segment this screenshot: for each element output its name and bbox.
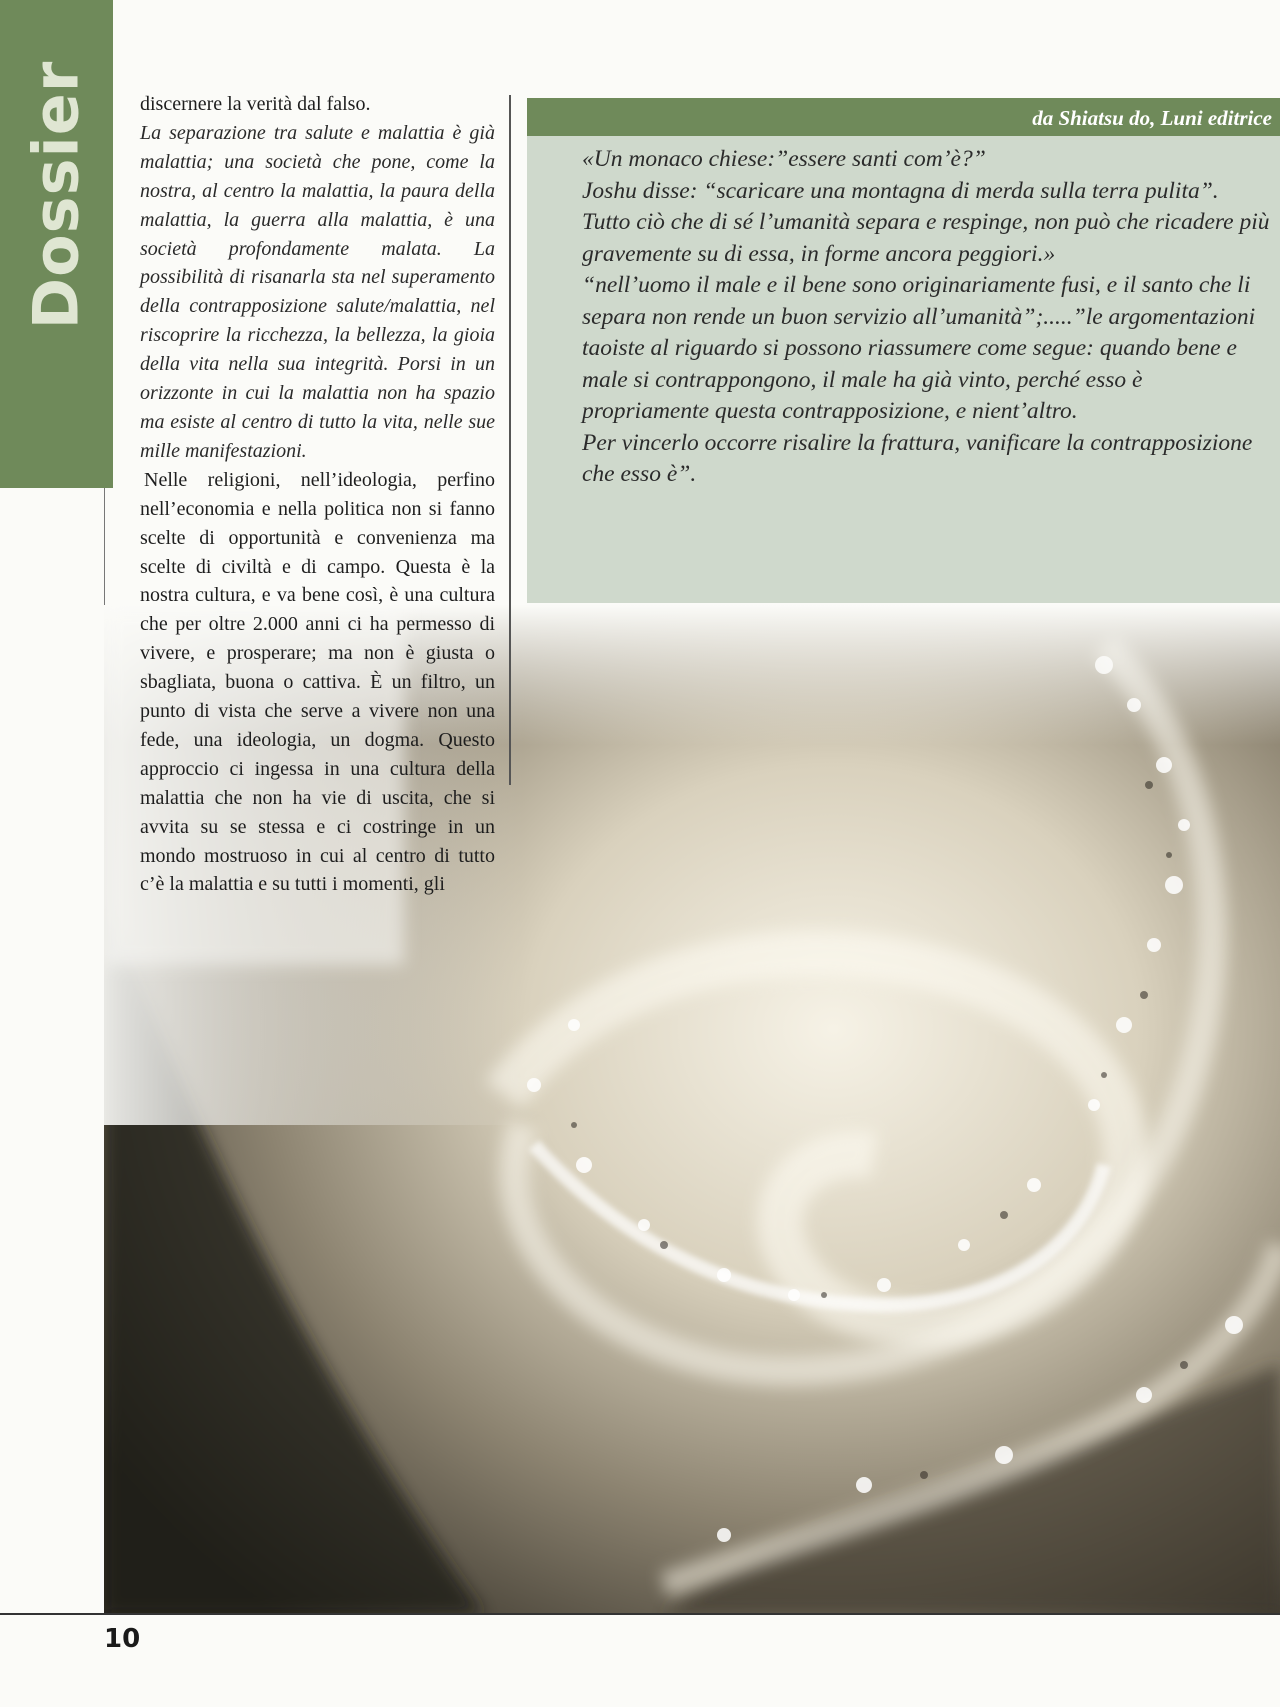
quote-line: «Un monaco chiese:”essere santi com’è?” [582,146,986,172]
quote-header [527,98,1280,136]
footer-rule [0,1613,1280,1615]
quote-text [582,144,1272,491]
section-title: Dossier [19,60,93,330]
quote-line: “nell’uomo il male e il bene sono originariamente fusi, e il santo che li separa non rende un buon servizio all’umanità”;.....”le argomentazioni taoiste al riguardo si possono riassumere come segue: quando bene e male si contrappongono, il male ha già vinto, perché esso è propriamente questa contrapposizione, e nient’altro. [582,272,1256,424]
quote-line: Per vincerlo occorre risalire la frattura, vanificare la contrapposizione che esso è”. [582,429,1253,487]
quote-box [527,98,1280,603]
page-number: 10 [104,1624,141,1654]
quote-line: Joshu disse: “scaricare una montagna di merda sulla terra pulita”. [582,177,1219,204]
article-italic-paragraph: La separazione tra salute e malattia è già malattia; una società che pone, come la nostra, al centro la malattia, la paura della malattia, la guerra alla malattia, è una società profondamente malata. La possibilità di risanarla sta nel superamento della contrapposizione salute/malattia, nel riscoprire la ricchezza, la bellezza, la gioia della vita nella sua integrità. Porsi in un orizzonte in cui la malattia non ha spazio ma esiste al centro di tutto la vita, nelle sue mille manifestazioni. [140,121,495,462]
section-label [0,0,113,488]
quote-source: da Shiatsu do, Luni editrice [1032,106,1272,130]
article-column [140,90,495,899]
article-paragraph: Nelle religioni, nell’ideologia, perfino nell’economia e nella politica non si fanno scelte di opportunità e convenienza ma scelte di civiltà e di campo. Questa è la nostra cultura, e va bene così, è una cultura che per oltre 2.000 anni ci ha permesso di vivere, e prosperare; ma non è giusta o sbagliata, buona o cattiva. È un filtro, un punto di vista che serve a vivere non una fede, una ideologia, un dogma. Questo approccio ci ingessa in una cultura della malattia che non ha vie di uscita, che si avvita su se stessa e ci costringe in un mondo mostruoso in cui al centro di tutto c’è la malattia e su tutti i momenti, gli [140,468,495,896]
quote-line: Tutto ciò che di sé l’umanità separa e respinge, non può che ricadere più gravemente su di essa, in forme ancora peggiori.» [582,209,1270,267]
column-rule [509,95,511,785]
article-line-intro: discernere la verità dal falso. [140,93,371,115]
